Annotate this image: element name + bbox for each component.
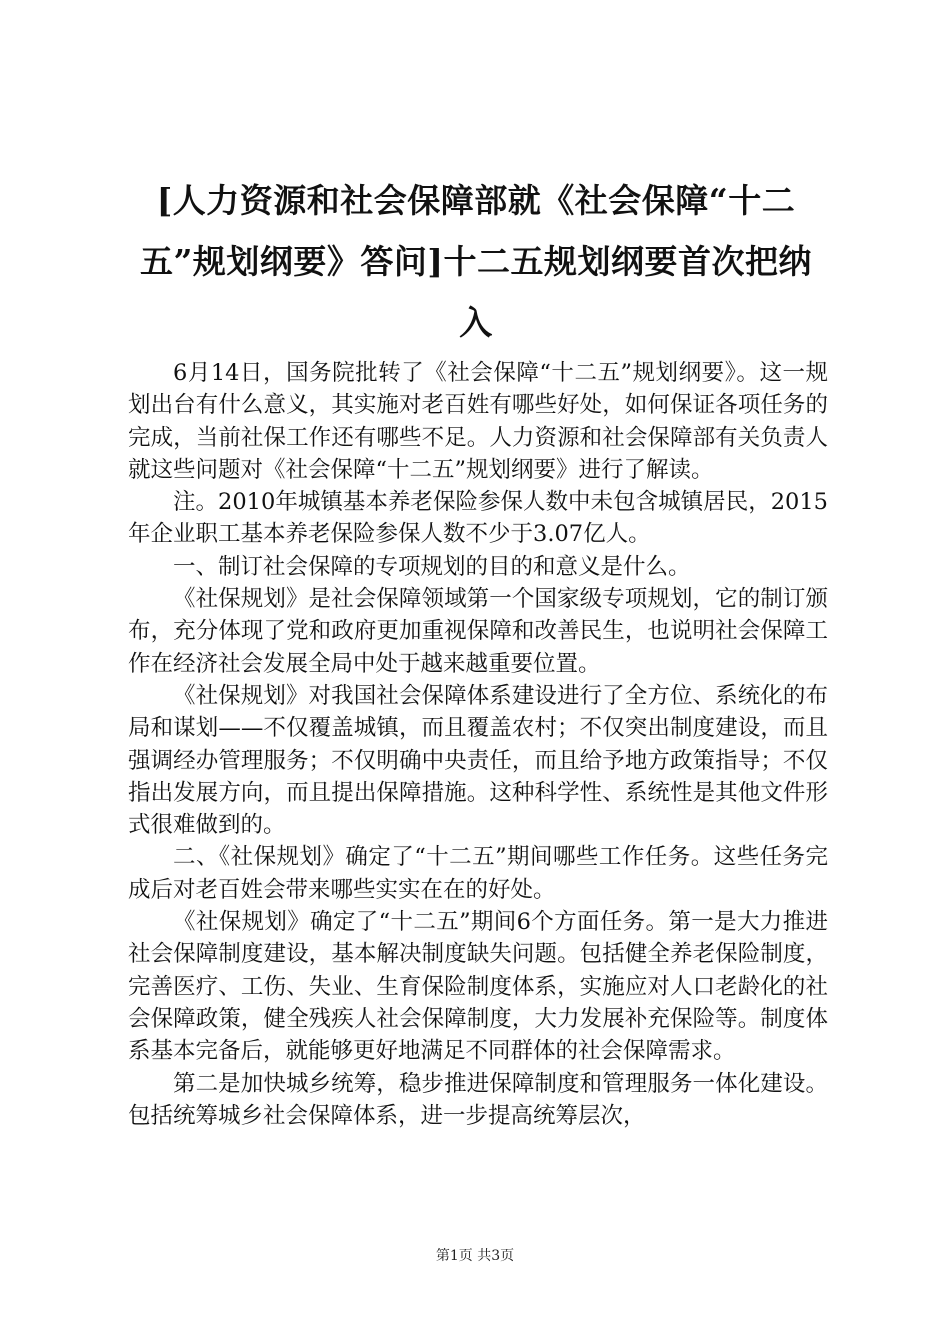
paragraph-7: 《社保规划》确定了“十二五”期间6个方面任务。第一是大力推进社会保障制度建设，基本解决制度缺失问题。包括健全养老保险制度，完善医疗、工伤、失业、生育保险制度体系，实施应对人口老龄化的社会保障政策，健全残疾人社会保障制度，大力发展补充保险等。制度体系基本完备后，就能够更好地满足不同群体的社会保障需求。 bbox=[128, 909, 828, 1065]
document-title: [人力资源和社会保障部就《社会保障“十二五”规划纲要》答问]十二五规划纲要首次把纳入 bbox=[139, 181, 813, 342]
paragraph-4: 《社保规划》是社会保障领域第一个国家级专项规划，它的制订颁布，充分体现了党和政府更加重视保障和改善民生，也说明社会保障工作在经济社会发展全局中处于越来越重要位置。 bbox=[128, 586, 828, 677]
paragraph-2: 注。2010年城镇基本养老保险参保人数中未包含城镇居民，2015年企业职工基本养老保险参保人数不少于3.07亿人。 bbox=[128, 489, 828, 548]
paragraph-8: 第二是加快城乡统筹，稳步推进保障制度和管理服务一体化建设。包括统筹城乡社会保障体系，进一步提高统筹层次， bbox=[128, 1070, 828, 1129]
document-body bbox=[128, 357, 828, 1132]
page-footer: 第1页 共3页 bbox=[435, 1248, 515, 1264]
paragraph-5: 《社保规划》对我国社会保障体系建设进行了全方位、系统化的布局和谋划——不仅覆盖城镇，而且覆盖农村；不仅突出制度建设，而且强调经办管理服务；不仅明确中央责任，而且给予地方政策指导；不仅指出发展方向，而且提出保障措施。这种科学性、系统性是其他文件形式很难做到的。 bbox=[128, 682, 828, 839]
paragraph-6: 二、《社保规划》确定了“十二五”期间哪些工作任务。这些任务完成后对老百姓会带来哪些实实在在的好处。 bbox=[128, 844, 828, 903]
paragraph-3: 一、制订社会保障的专项规划的目的和意义是什么。 bbox=[173, 553, 691, 580]
paragraph-1: 6月14日，国务院批转了《社会保障“十二五”规划纲要》。这一规划出台有什么意义，其实施对老百姓有哪些好处，如何保证各项任务的完成，当前社保工作还有哪些不足。人力资源和社会保障部有关负责人就这些问题对《社会保障“十二五”规划纲要》进行了解读。 bbox=[128, 360, 828, 483]
